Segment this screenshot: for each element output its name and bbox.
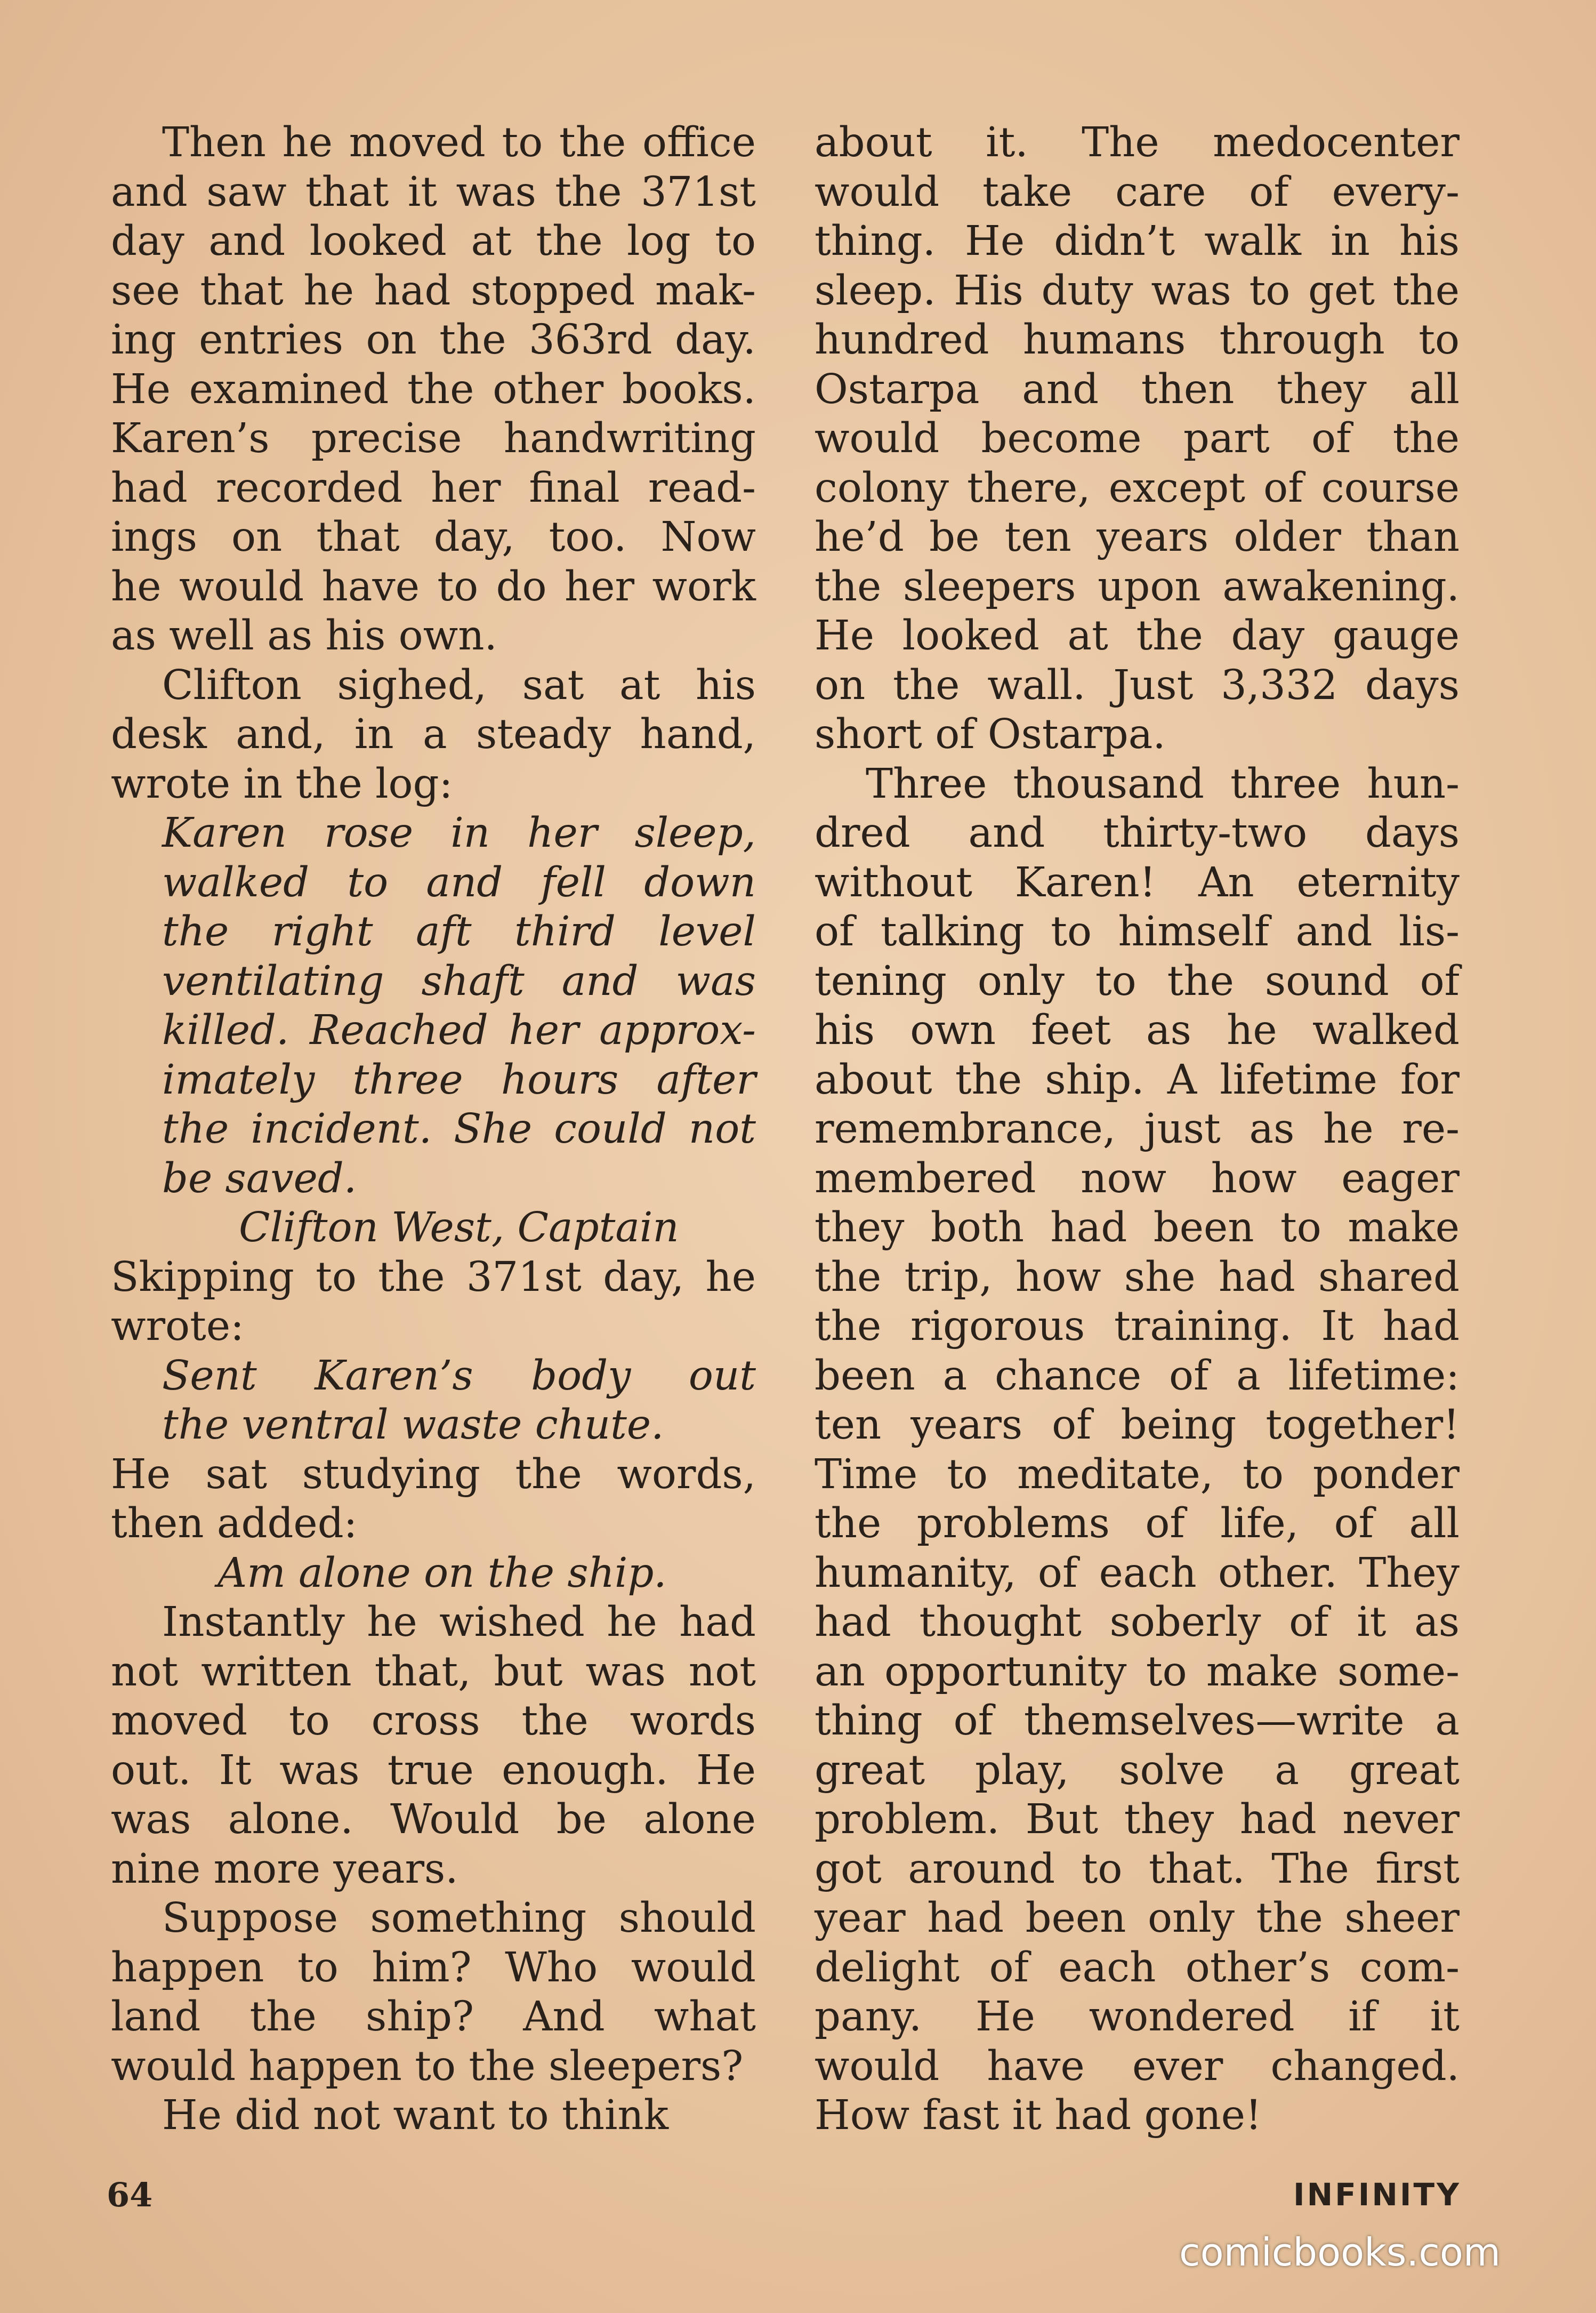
text-line: land the ship? And what	[111, 1993, 756, 2041]
text-line: problem. But they had never	[815, 1796, 1460, 1843]
log-entry-1	[111, 809, 756, 1203]
text-line: the sleepers upon awakening.	[815, 563, 1460, 611]
page-number: 64	[107, 2175, 153, 2214]
text-line: He examined the other books.	[111, 365, 756, 413]
text-line: about it. The medocenter	[815, 119, 1460, 166]
text-line: and saw that it was the 371st	[111, 168, 756, 216]
text-line: colony there, except of course	[815, 464, 1460, 512]
text-line: on the wall. Just 3,332 days	[815, 661, 1460, 709]
text-line: not written that, but was not	[111, 1648, 756, 1696]
text-line: been a chance of a lifetime:	[815, 1352, 1460, 1400]
text-line: happen to him? Who would	[111, 1943, 756, 1991]
text-line: he would have to do her work	[111, 563, 756, 611]
text-line: delight of each other’s com-	[815, 1943, 1460, 1991]
paragraph-8	[815, 118, 1460, 760]
paragraph-1	[111, 118, 756, 661]
text-line: He looked at the day gauge	[815, 612, 1460, 660]
magazine-name: INFINITY	[1293, 2177, 1462, 2213]
log-entry-3: Am alone on the ship.	[217, 1549, 667, 1597]
text-line: Time to meditate, to ponder	[815, 1450, 1460, 1498]
text-line: short of Ostarpa.	[815, 711, 1166, 758]
paragraph-9	[815, 760, 1460, 2141]
log-signature: Clifton West, Captain	[239, 1204, 679, 1251]
watermark: comicbooks.com	[1179, 2230, 1501, 2275]
paragraph-4	[111, 1450, 756, 1549]
text-line: wrote in the log:	[111, 760, 453, 808]
text-line: tening only to the sound of	[815, 957, 1460, 1005]
text-line: pany. He wondered if it	[815, 1993, 1460, 2041]
paragraph-5	[111, 1598, 756, 1894]
text-line: desk and, in a steady hand,	[111, 711, 756, 758]
text-line: as well as his own.	[111, 612, 497, 660]
text-line: would have ever changed.	[815, 2042, 1460, 2090]
text-line: Sent Karen’s body out	[162, 1352, 756, 1400]
text-line: without Karen! An eternity	[815, 858, 1460, 906]
text-line: see that he had stopped mak-	[111, 267, 756, 315]
paragraph-6	[111, 1894, 756, 2091]
text-line: the trip, how she had shared	[815, 1253, 1460, 1301]
text-line: humanity, of each other. They	[815, 1549, 1460, 1597]
text-line: about the ship. A lifetime for	[815, 1056, 1460, 1104]
text-line: great play, solve a great	[815, 1746, 1460, 1794]
text-line: would take care of every-	[815, 168, 1460, 216]
text-line: walked to and fell down	[162, 858, 756, 906]
text-line: remembrance, just as he re-	[815, 1105, 1460, 1153]
paragraph-2	[111, 661, 756, 809]
text-line: Karen rose in her sleep,	[162, 809, 756, 857]
text-line: thing of themselves—write a	[815, 1697, 1460, 1745]
text-line: the rigorous training. It had	[815, 1303, 1460, 1350]
text-line: year had been only the sheer	[815, 1894, 1460, 1942]
text-line: Instantly he wished he had	[162, 1599, 756, 1646]
text-line: of talking to himself and lis-	[815, 908, 1460, 955]
text-line: the incident. She could not	[162, 1105, 756, 1153]
text-line: thing. He didn’t walk in his	[815, 218, 1460, 265]
text-line: would become part of the	[815, 415, 1460, 462]
text-line: had thought soberly of it as	[815, 1599, 1460, 1646]
text-line: ventilating shaft and was	[162, 957, 756, 1005]
text-line: imately three hours after	[162, 1056, 756, 1104]
text-line: How fast it had gone!	[815, 2092, 1262, 2139]
right-column	[815, 118, 1460, 2141]
text-line: day and looked at the log to	[111, 218, 756, 265]
paragraph-7	[111, 2091, 756, 2141]
text-line: Suppose something should	[162, 1894, 756, 1942]
text-line: wrote:	[111, 1303, 244, 1350]
text-line: nine more years.	[111, 1845, 458, 1893]
text-line: Ostarpa and then they all	[815, 365, 1460, 413]
text-line: an opportunity to make some-	[815, 1648, 1460, 1696]
text-line: his own feet as he walked	[815, 1007, 1460, 1054]
left-column	[111, 118, 756, 2141]
log-entry-2	[111, 1352, 756, 1450]
text-line: was alone. Would be alone	[111, 1796, 756, 1843]
text-line: the problems of life, of all	[815, 1500, 1460, 1547]
text-line: the ventral waste chute.	[162, 1401, 664, 1449]
text-line: then added:	[111, 1500, 358, 1547]
text-line: ings on that day, too. Now	[111, 513, 756, 561]
text-line: Karen’s precise handwriting	[111, 415, 756, 462]
text-line: ing entries on the 363rd day.	[111, 316, 756, 364]
text-line: he’d be ten years older than	[815, 513, 1460, 561]
text-line: would happen to the sleepers?	[111, 2042, 744, 2090]
text-line: had recorded her final read-	[111, 464, 756, 512]
text-line: He did not want to think	[162, 2092, 669, 2139]
text-line: Clifton sighed, sat at his	[162, 661, 756, 709]
text-line: membered now how eager	[815, 1154, 1460, 1202]
text-line: hundred humans through to	[815, 316, 1460, 364]
text-line: Then he moved to the office	[162, 119, 756, 166]
text-line: the right aft third level	[162, 908, 756, 955]
text-line: got around to that. The first	[815, 1845, 1460, 1893]
text-line: killed. Reached her approx-	[162, 1007, 756, 1054]
text-line: they both had been to make	[815, 1204, 1460, 1251]
text-line: sleep. His duty was to get the	[815, 267, 1460, 315]
text-line: Skipping to the 371st day, he	[111, 1253, 756, 1301]
text-line: out. It was true enough. He	[111, 1746, 756, 1794]
paragraph-3	[111, 1253, 756, 1352]
text-line: dred and thirty-two days	[815, 809, 1460, 857]
text-line: ten years of being together!	[815, 1401, 1460, 1449]
text-line: moved to cross the words	[111, 1697, 756, 1745]
text-line: Three thousand three hun-	[866, 760, 1460, 808]
text-line: be saved.	[162, 1154, 357, 1202]
text-line: He sat studying the words,	[111, 1450, 756, 1498]
